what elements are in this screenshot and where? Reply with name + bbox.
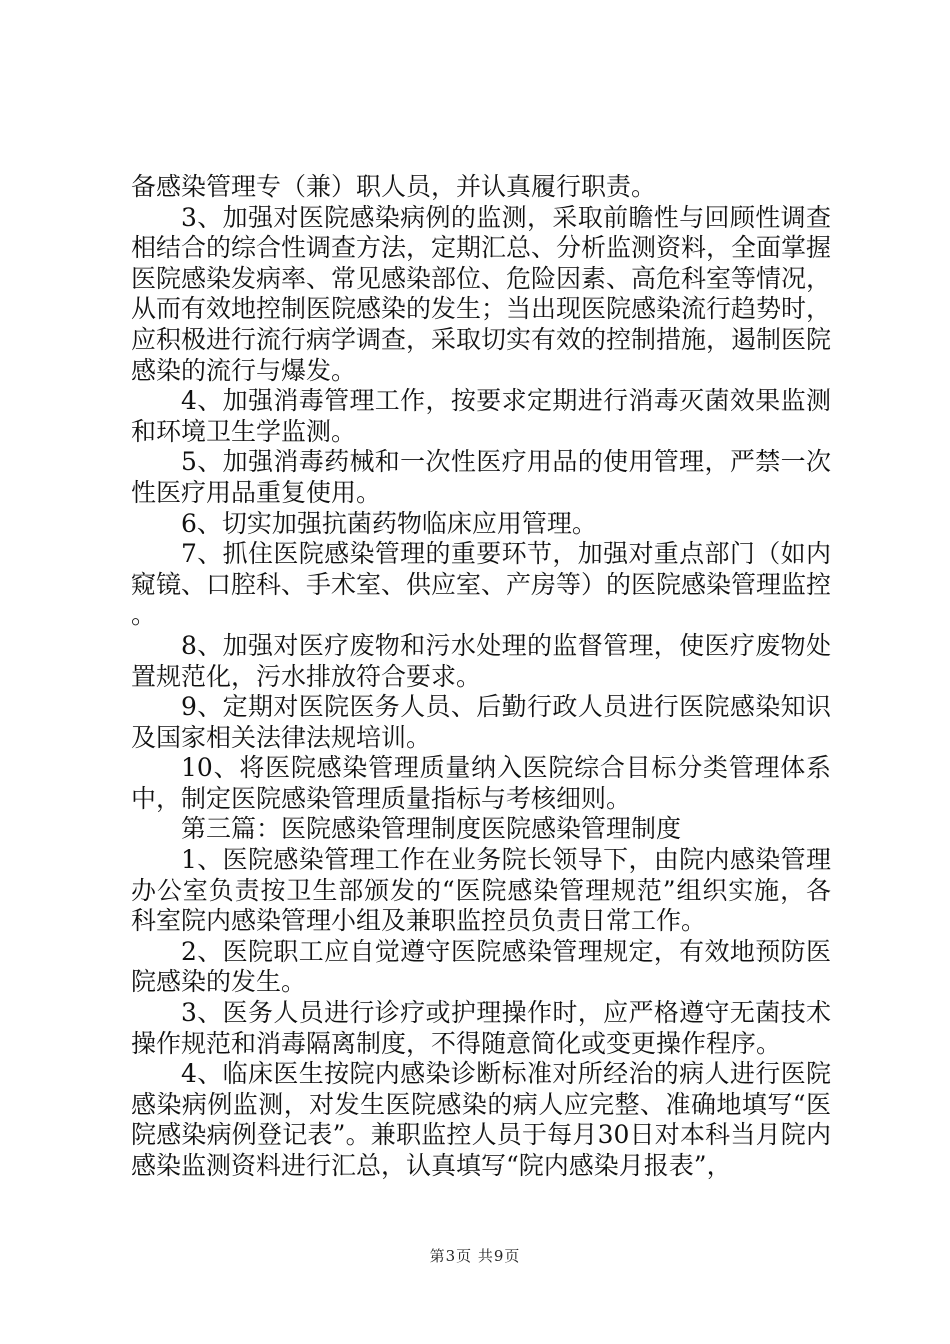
paragraph: 3、医务人员进行诊疗或护理操作时，应严格遵守无菌技术操作规范和消毒隔离制度，不得随意简化或变更操作程序。 — [131, 998, 831, 1058]
paragraph: 2、医院职工应自觉遵守医院感染管理规定，有效地预防医院感染的发生。 — [131, 936, 831, 997]
paragraph: 7、抓住医院感染管理的重要环节，加强对重点部门（如内窥镜、口腔科、手术室、供应室、产房等）的医院感染管理监控。 — [131, 539, 832, 630]
paragraph: 备感染管理专（兼）职人员，并认真履行职责。 — [131, 172, 657, 201]
paragraph: 4、加强消毒管理工作，按要求定期进行消毒灭菌效果监测和环境卫生学监测。 — [131, 386, 831, 446]
paragraph: 9、定期对医院医务人员、后勤行政人员进行医院感染知识及国家相关法律法规培训。 — [131, 692, 831, 752]
paragraph: 4、临床医生按院内感染诊断标准对所经治的病人进行医院感染病例监测，对发生医院感染的病人应完整、准确地填写“医院感染病例登记表”。兼职监控人员于每月30日对本科当月院内感染监测资料进行汇总，认真填写“院内感染月报表”， — [131, 1059, 831, 1180]
page-number-footer: 第3页 共9页 — [429, 1247, 521, 1265]
section-heading: 第三篇：医院感染管理制度医院感染管理制度 — [181, 814, 682, 844]
paragraph: 3、加强对医院感染病例的监测，采取前瞻性与回顾性调查相结合的综合性调查方法，定期汇总、分析监测资料，全面掌握医院感染发病率、常见感染部位、危险因素、高危科室等情况，从而有效地控制医院感染的发生；当出现医院感染流行趋势时，应积极进行流行病学调查，采取切实有效的控制措施，遏制医院感染的流行与爆发。 — [131, 202, 832, 385]
paragraph: 5、加强消毒药械和一次性医疗用品的使用管理，严禁一次性医疗用品重复使用。 — [131, 447, 831, 507]
paragraph: 10、将医院感染管理质量纳入医院综合目标分类管理体系中，制定医院感染管理质量指标与考核细则。 — [131, 753, 831, 813]
paragraph: 6、切实加强抗菌药物临床应用管理。 — [181, 508, 597, 538]
paragraph: 8、加强对医疗废物和污水处理的监督管理，使医疗废物处置规范化，污水排放符合要求。 — [131, 630, 831, 691]
paragraph: 1、医院感染管理工作在业务院长领导下，由院内感染管理办公室负责按卫生部颁发的“医院感染管理规范”组织实施，各科室院内感染管理小组及兼职监控员负责日常工作。 — [131, 845, 831, 936]
document-body — [131, 172, 831, 1182]
